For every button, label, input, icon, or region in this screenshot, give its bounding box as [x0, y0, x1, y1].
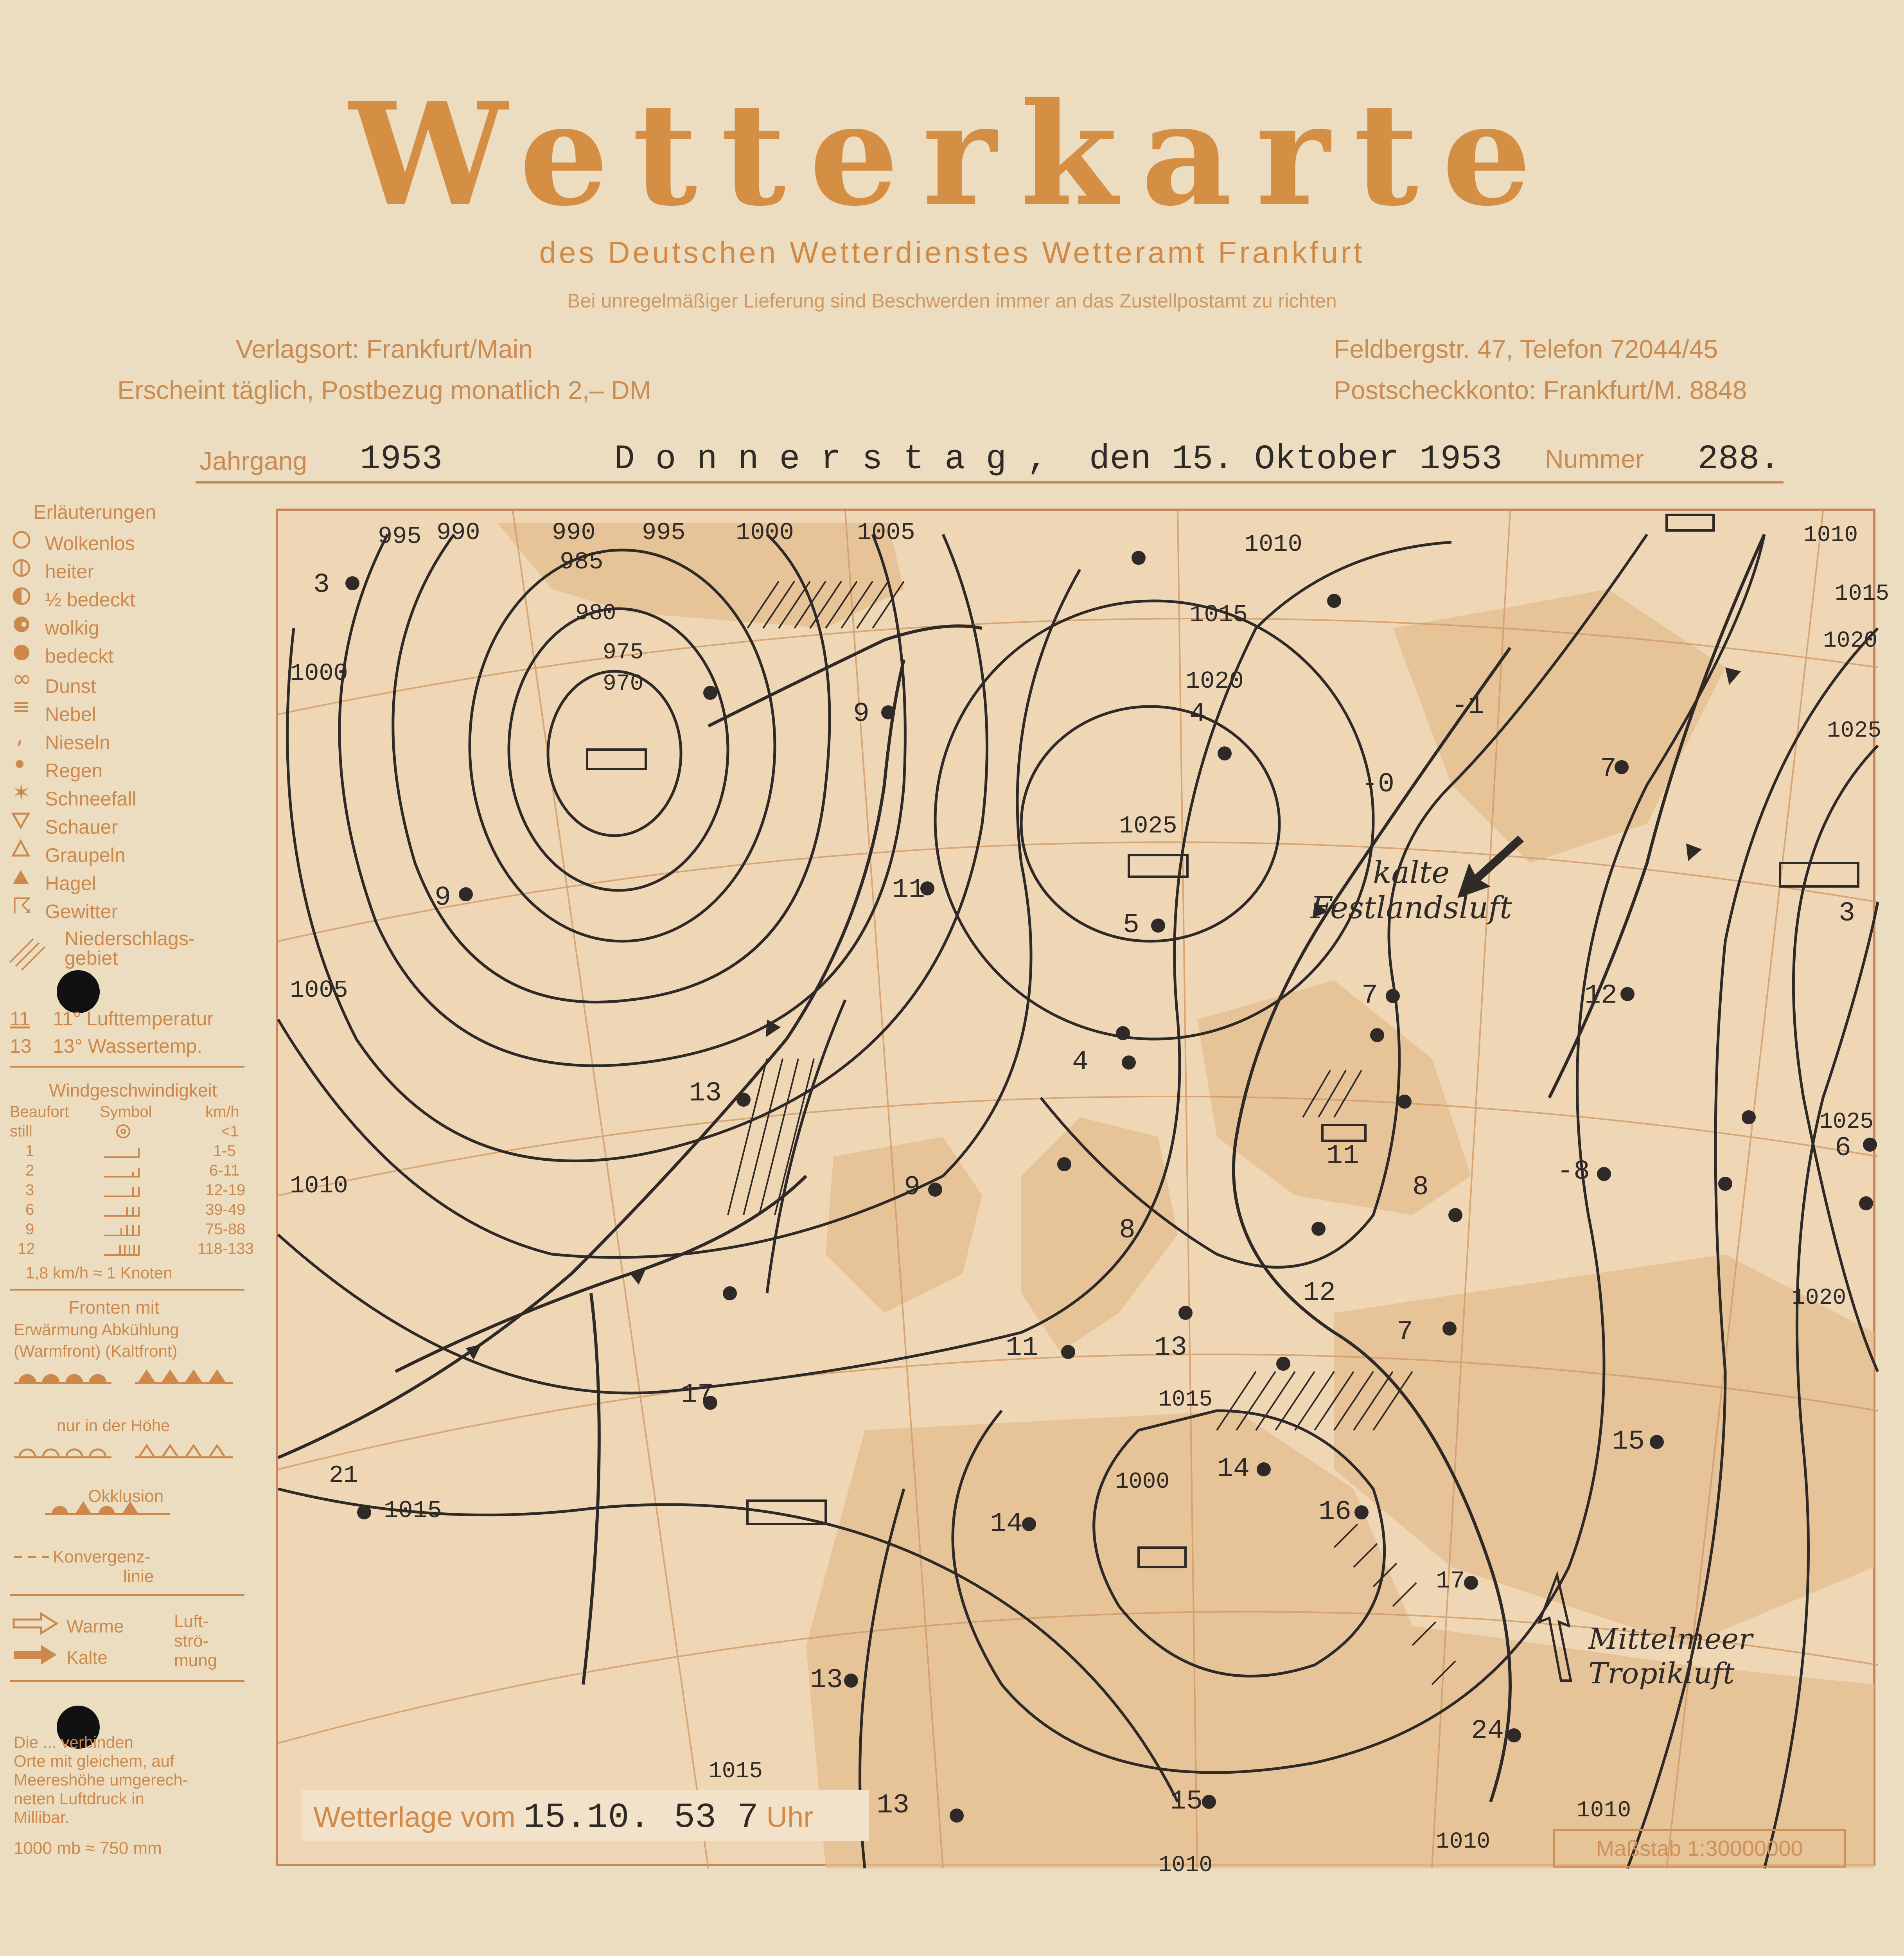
masthead-title: Wetterkarte	[349, 72, 1555, 237]
station-value: 21	[329, 1462, 358, 1489]
isobar-label: 1010	[1244, 530, 1302, 558]
station-value: 6	[1835, 1133, 1852, 1164]
airmass-annotation-continental	[1311, 855, 1512, 926]
station-value: 11	[892, 875, 925, 906]
station-value: 13	[877, 1790, 910, 1821]
legend-wind-k3: 12-19	[205, 1181, 246, 1199]
station-value: 12	[1303, 1278, 1336, 1309]
svg-text:,: ,	[16, 722, 23, 749]
station-value: 15	[1170, 1786, 1203, 1817]
isobar-label: 990	[436, 519, 480, 547]
isobar-label: 1000	[736, 519, 794, 547]
analysis-suffix: Uhr	[766, 1801, 813, 1833]
legend-divider	[10, 1680, 244, 1682]
legend-sky-2: ½ bedeckt	[45, 589, 135, 611]
airmass-annotation-mediterranean	[1588, 1622, 1753, 1691]
isobar-label: 1010	[1803, 523, 1858, 548]
station-value: 5	[1123, 910, 1140, 941]
legend-weather-8: Gewitter	[45, 901, 118, 922]
station-value: 13	[810, 1665, 843, 1696]
postal-account: Postscheckkonto: Frankfurt/M. 8848	[1334, 376, 1747, 405]
isobar-label: 990	[552, 519, 596, 547]
legend-weather-10: gebiet	[65, 947, 118, 969]
legend-temp-example-2: 13	[10, 1035, 32, 1057]
jahrgang-value: 1953	[360, 440, 443, 479]
isobar-label: 1005	[290, 976, 348, 1004]
legend-divider	[10, 1289, 244, 1291]
airmass-label: Tropikluft	[1588, 1657, 1735, 1690]
station-value: 14	[1217, 1454, 1250, 1485]
legend-flow-1: Luft-	[174, 1612, 209, 1631]
station-value: -8	[1557, 1156, 1590, 1187]
legend-convergence-1: Konvergenz-	[53, 1547, 151, 1566]
isobar-label: 970	[603, 671, 644, 697]
legend-isobar-note-2: Orte mit gleichem, auf	[14, 1752, 174, 1770]
svg-text:☈: ☈	[12, 894, 32, 919]
isobar-label: 1015	[708, 1759, 763, 1784]
legend-occlusion: Okklusion	[88, 1487, 164, 1506]
station-value: 16	[1318, 1497, 1352, 1528]
legend-sky-4: bedeckt	[45, 645, 114, 667]
legend-wind-b2: 2	[25, 1162, 34, 1179]
nummer-value: 288.	[1697, 440, 1780, 479]
isobar-label: 980	[575, 601, 616, 626]
subscription-info: Erscheint täglich, Postbezug monatlich 2,– DM	[117, 376, 651, 405]
station-value: 13	[1154, 1332, 1187, 1363]
station-value: -0	[1362, 769, 1395, 800]
isobar-label: 1005	[857, 519, 915, 547]
isobar-label: 995	[378, 523, 422, 550]
legend-flow-3: mung	[174, 1651, 217, 1670]
legend-weather-0: Dunst	[45, 675, 96, 697]
isobar-label: 1015	[1189, 601, 1248, 629]
legend-wind-b4: 6	[25, 1201, 34, 1218]
station-value: 8	[1412, 1172, 1429, 1203]
station-value: 9	[435, 883, 451, 913]
map-legend	[10, 497, 272, 1870]
legend-isobar-note-1: Die ... verbinden	[14, 1733, 133, 1751]
legend-sky-0: Wolkenlos	[45, 532, 135, 554]
legend-divider	[10, 1066, 244, 1068]
legend-weather-6: Graupeln	[45, 844, 126, 866]
analysis-prefix: Wetterlage vom	[313, 1801, 516, 1833]
legend-warm: Warme	[66, 1616, 124, 1636]
isobar-label: 995	[642, 519, 686, 547]
isobar-label: 1000	[290, 660, 348, 687]
station-value: 4	[1072, 1047, 1089, 1078]
isobar-label: 1010	[290, 1172, 348, 1200]
airmass-label: kalte	[1373, 855, 1450, 890]
issue-line	[196, 434, 1784, 484]
legend-wind-b5: 9	[25, 1221, 34, 1238]
legend-wind-col-symbol: Symbol	[100, 1103, 152, 1120]
svg-text:≡: ≡	[12, 694, 31, 719]
airmass-label: Festlandsluft	[1311, 890, 1512, 926]
map-scale-label: Maßstab 1:30000000	[1553, 1829, 1846, 1868]
legend-weather-9: Niederschlags-	[65, 928, 195, 949]
issue-date: D o n n e r s t a g , den 15. Oktober 1953	[614, 440, 1502, 479]
station-value: 13	[689, 1078, 722, 1109]
legend-isobar-note-5: Millibar.	[14, 1808, 70, 1827]
isobar-label: 975	[603, 640, 644, 665]
legend-weather-7: Hagel	[45, 872, 96, 894]
airflow-arrow-icons	[14, 1612, 61, 1670]
legend-mb-note: 1000 mb ≈ 750 mm	[14, 1839, 162, 1858]
isobar-label: 1015	[1158, 1387, 1213, 1413]
isobar-label: 1025	[1119, 812, 1177, 840]
isobar-label: 985	[560, 548, 604, 576]
legend-wind-k1: 1-5	[213, 1142, 236, 1160]
legend-weather-5: Schauer	[45, 816, 118, 838]
station-value: 17	[1436, 1567, 1465, 1595]
legend-isobar-note-4: neten Luftdruck in	[14, 1789, 144, 1808]
isobar-label: 1025	[1819, 1109, 1874, 1135]
station-value: 3	[313, 570, 330, 600]
analysis-date: 15.10.	[523, 1798, 650, 1838]
station-value: 11	[1006, 1332, 1039, 1363]
station-value: 8	[1119, 1215, 1136, 1246]
isobar-label: 1010	[1577, 1798, 1631, 1823]
legend-wind-b3: 3	[25, 1181, 34, 1199]
legend-convergence-2: linie	[123, 1567, 154, 1586]
legend-weather-4: Schneefall	[45, 788, 137, 810]
address: Feldbergstr. 47, Telefon 72044/45	[1334, 334, 1718, 363]
weather-symbol-icons	[10, 665, 41, 986]
nummer-label: Nummer	[1545, 444, 1644, 473]
legend-divider	[10, 1594, 244, 1596]
map-frame	[276, 509, 1890, 1878]
complaint-note: Bei unregelmäßiger Lieferung sind Beschwerden immer an das Zustellpostamt zu richten	[567, 290, 1337, 312]
station-value: 9	[904, 1172, 921, 1203]
legend-wind-col-kmh: km/h	[205, 1103, 239, 1120]
legend-wind-k0: <1	[221, 1123, 239, 1140]
isobar-label: 1020	[1792, 1285, 1847, 1311]
legend-temp-label-1: 11° Lufttemperatur	[53, 1008, 214, 1030]
punch-hole-icon	[57, 970, 100, 1013]
analysis-time: 53 7	[674, 1798, 759, 1838]
legend-weather-2: Nieseln	[45, 732, 110, 753]
legend-sky-3: wolkig	[45, 617, 99, 639]
station-value: 3	[1839, 898, 1856, 929]
station-value: 11	[1326, 1141, 1360, 1172]
station-value: 12	[1584, 980, 1618, 1011]
station-value: 14	[990, 1508, 1023, 1539]
legend-temp-example-1: 11	[10, 1008, 30, 1030]
station-value: 7	[1397, 1317, 1414, 1348]
airmass-label: Mittelmeer	[1588, 1622, 1753, 1656]
svg-text:∞: ∞	[12, 665, 32, 692]
situation-text	[166, 1929, 1801, 1956]
isobar-label: 1000	[1115, 1469, 1170, 1495]
jahrgang-label: Jahrgang	[199, 446, 307, 475]
legend-cold: Kalte	[66, 1647, 108, 1668]
legend-knot-note: 1,8 km/h ≈ 1 Knoten	[25, 1264, 172, 1282]
station-value: 17	[681, 1379, 714, 1410]
isobar-label: 1020	[1823, 628, 1878, 654]
legend-weather-3: Regen	[45, 760, 103, 782]
weather-map	[276, 509, 1890, 1878]
station-value: 7	[1600, 753, 1617, 784]
legend-temp-label-2: 13° Wassertemp.	[53, 1035, 203, 1057]
analysis-time-label	[302, 1790, 869, 1841]
svg-text:✶: ✶	[12, 780, 31, 805]
legend-fronts-heading: Fronten mit	[68, 1297, 160, 1318]
legend-isobar-note-3: Meereshöhe umgerech-	[14, 1771, 188, 1789]
legend-wind-b6: 12	[18, 1240, 35, 1257]
legend-heading: Erläuterungen	[33, 501, 156, 523]
legend-wind-b1: 1	[25, 1142, 34, 1160]
legend-wind-k5: 75-88	[205, 1221, 246, 1238]
legend-wind-b0: still	[10, 1123, 32, 1140]
station-value: 9	[853, 699, 870, 730]
legend-wind-k2: 6-11	[209, 1162, 240, 1179]
wind-barb-icons	[88, 1123, 174, 1264]
isobar-label: 1010	[1158, 1853, 1213, 1878]
legend-wind-k6: 118-133	[198, 1240, 254, 1257]
isobar-label: 1025	[1827, 718, 1882, 744]
legend-flow-2: strö-	[174, 1631, 208, 1650]
station-value: 15	[1612, 1426, 1645, 1457]
legend-fronts-sub-2: (Warmfront) (Kaltfront)	[14, 1342, 178, 1360]
station-value: 24	[1471, 1716, 1504, 1747]
publisher-info-right	[1334, 329, 1747, 411]
station-value: -1	[1451, 691, 1485, 722]
station-value: 4	[1189, 699, 1206, 730]
legend-wind-k4: 39-49	[205, 1201, 246, 1218]
legend-wind-heading: Windgeschwindigkeit	[49, 1080, 217, 1100]
isobar-label: 1020	[1186, 667, 1244, 695]
legend-fronts-sub-1: Erwärmung Abkühlung	[14, 1320, 179, 1339]
isobar-label: 1015	[1835, 581, 1890, 607]
isobar-label: 1010	[1436, 1829, 1491, 1855]
legend-weather-1: Nebel	[45, 703, 96, 725]
masthead-subtitle: des Deutschen Wetterdienstes Wetteramt Frankfurt	[539, 235, 1365, 270]
station-value: 7	[1362, 980, 1378, 1011]
legend-upper-fronts: nur in der Höhe	[57, 1416, 170, 1435]
sky-cover-icons	[10, 528, 37, 669]
legend-sky-1: heiter	[45, 561, 94, 582]
publisher-info-left	[117, 329, 651, 411]
legend-wind-col-beaufort: Beaufort	[10, 1103, 69, 1120]
isobar-label: 1015	[384, 1497, 442, 1525]
publication-place: Verlagsort: Frankfurt/Main	[235, 334, 533, 363]
